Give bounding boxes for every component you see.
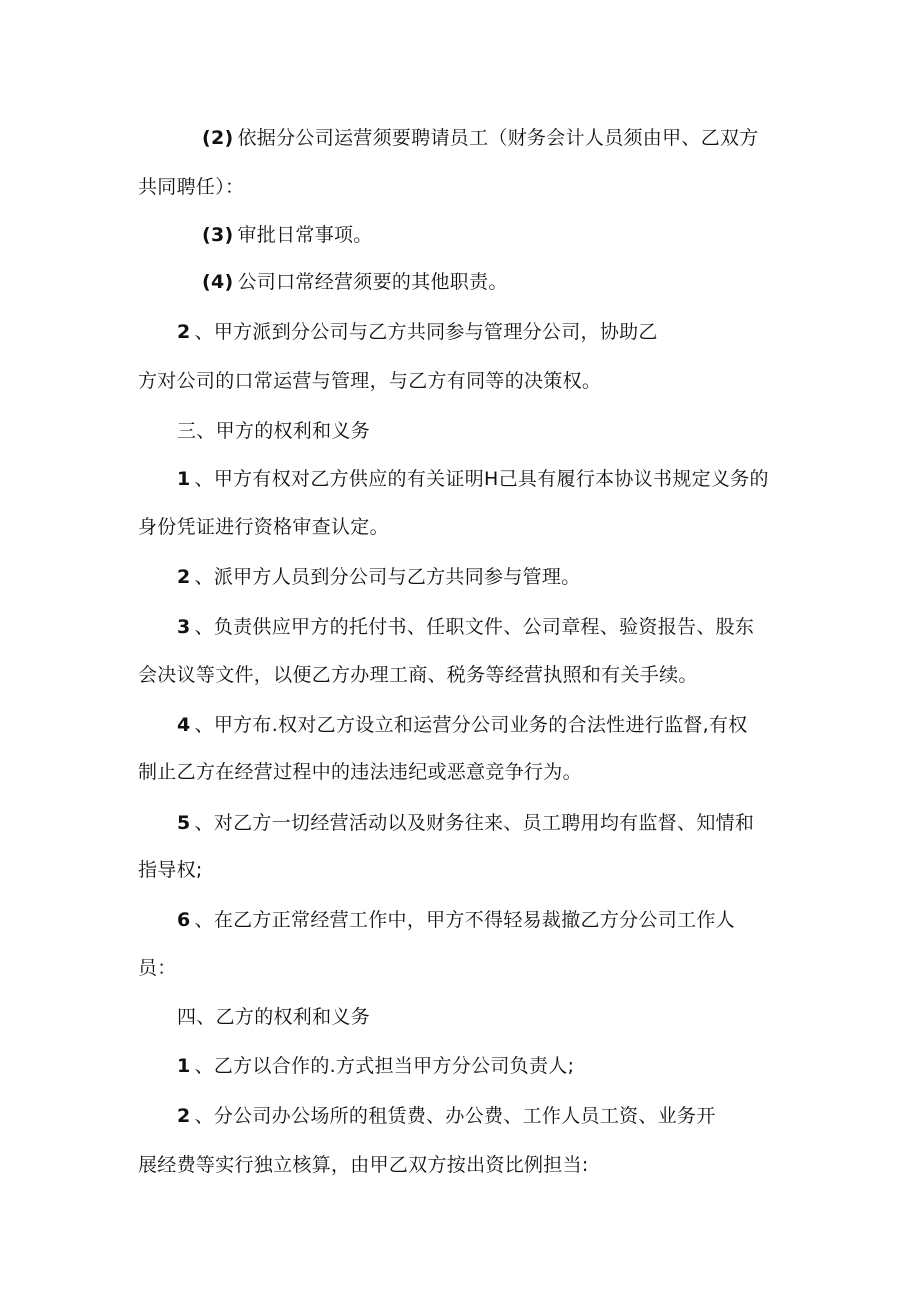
line-text: 、对乙方一切经营活动以及财务往来、员工聘用均有监督、知情和 — [194, 812, 755, 834]
line-text: 、甲方有权对乙方供应的有关证明H己具有履行本协议书规定义务的 — [194, 468, 769, 490]
paragraph-line — [202, 269, 508, 295]
paragraph-line — [177, 810, 754, 836]
item-number: 2 — [177, 321, 191, 343]
line-text: 、在乙方正常经营工作中，甲方不得轻易裁撤乙方分公司工作人 — [194, 909, 735, 931]
paragraph-line — [177, 466, 769, 492]
item-number: 1 — [177, 1055, 191, 1077]
paragraph-line — [138, 1152, 589, 1178]
section-heading — [177, 1004, 370, 1030]
item-number: 2 — [177, 1105, 191, 1127]
line-text: 会决议等文件，以便乙方办理工商、税务等经营执照和有关手续。 — [138, 664, 698, 686]
line-text: 依据分公司运营须要聘请员工（财务会计人员须由甲、乙双方 — [237, 127, 759, 149]
paragraph-line — [177, 1053, 574, 1079]
item-number: 1 — [177, 468, 191, 490]
line-text: 公司口常经营须要的其他职责。 — [237, 271, 508, 293]
paragraph-line — [177, 319, 658, 345]
item-number: (2) — [202, 127, 234, 149]
paragraph-line — [177, 1103, 716, 1129]
item-number: 5 — [177, 812, 191, 834]
line-text: 审批日常事项。 — [237, 224, 373, 246]
item-number: (4) — [202, 271, 234, 293]
line-text: 、甲方布.权对乙方设立和运营分公司业务的合法性进行监督,有权 — [194, 714, 748, 736]
line-text: 制止乙方在经营过程中的违法违纪或恶意竞争行为。 — [138, 761, 582, 783]
line-text: 指导权; — [138, 859, 203, 881]
item-number: 6 — [177, 909, 191, 931]
section-heading — [177, 418, 370, 444]
line-text: 、负责供应甲方的托付书、任职文件、公司章程、验资报告、股东 — [194, 616, 755, 638]
paragraph-line — [177, 614, 754, 640]
item-number: 2 — [177, 566, 191, 588]
paragraph-line — [138, 662, 698, 688]
paragraph-line — [138, 368, 601, 394]
paragraph-line — [138, 174, 244, 200]
paragraph-line — [177, 564, 581, 590]
line-text: 员： — [138, 957, 177, 979]
line-text: 三、甲方的权利和义务 — [177, 420, 371, 442]
line-text: 、乙方以合作的.方式担当甲方分公司负责人; — [194, 1055, 575, 1077]
item-number: 3 — [177, 616, 191, 638]
paragraph-line — [177, 907, 735, 933]
line-text: 身份凭证进行资格审查认定。 — [138, 516, 389, 538]
paragraph-line — [202, 125, 759, 151]
paragraph-line — [177, 712, 748, 738]
paragraph-line — [202, 222, 373, 248]
line-text: 四、乙方的权利和义务 — [177, 1006, 371, 1028]
line-text: 、分公司办公场所的租赁费、办公费、工作人员工资、业务开 — [194, 1105, 716, 1127]
paragraph-line — [138, 514, 389, 540]
item-number: (3) — [202, 224, 234, 246]
paragraph-line — [138, 857, 203, 883]
line-text: 展经费等实行独立核算，由甲乙双方按出资比例担当: — [138, 1154, 589, 1176]
line-text: 、派甲方人员到分公司与乙方共同参与管理。 — [194, 566, 581, 588]
paragraph-line — [138, 759, 582, 785]
line-text: 方对公司的口常运营与管理，与乙方有同等的决策权。 — [138, 370, 602, 392]
paragraph-line — [138, 955, 177, 981]
line-text: 共同聘任）： — [138, 176, 245, 198]
item-number: 4 — [177, 714, 191, 736]
line-text: 、甲方派到分公司与乙方共同参与管理分公司，协助乙 — [194, 321, 658, 343]
